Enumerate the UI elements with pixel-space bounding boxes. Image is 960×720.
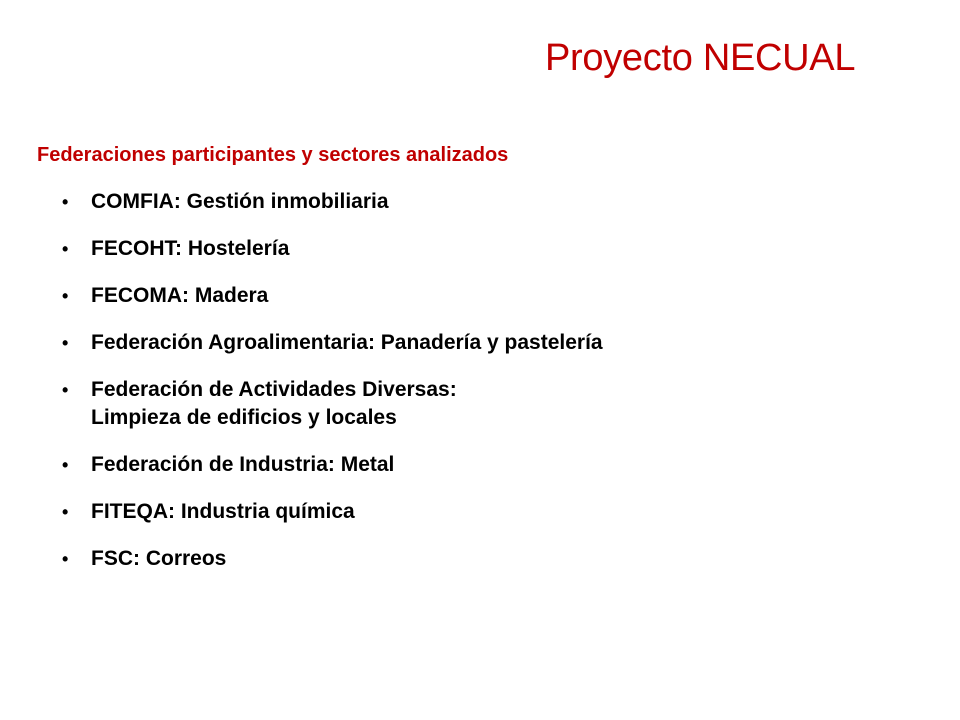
bullet-text	[91, 235, 289, 263]
bullet-item	[62, 498, 922, 526]
slide-title: Proyecto NECUAL	[545, 37, 856, 79]
bullet-dot-icon: •	[62, 286, 69, 306]
bullet-text	[91, 329, 603, 357]
bullet-dot-icon: •	[62, 549, 69, 569]
bullet-item	[62, 188, 922, 216]
bullet-list	[62, 188, 922, 592]
bullet-text	[91, 188, 389, 216]
bullet-line: Federación de Industria: Metal	[91, 453, 395, 476]
bullet-dot-icon: •	[62, 455, 69, 475]
bullet-dot-icon: •	[62, 380, 69, 400]
bullet-item	[62, 235, 922, 263]
bullet-dot-icon: •	[62, 502, 69, 522]
bullet-item	[62, 329, 922, 357]
bullet-text	[91, 498, 355, 526]
bullet-dot-icon: •	[62, 333, 69, 353]
bullet-item	[62, 451, 922, 479]
bullet-text	[91, 282, 268, 310]
slide-subtitle: Federaciones participantes y sectores analizados	[37, 144, 509, 166]
bullet-line: COMFIA: Gestión inmobiliaria	[91, 190, 389, 213]
bullet-line: FECOHT: Hostelería	[91, 237, 290, 260]
bullet-text	[91, 376, 457, 432]
bullet-text	[91, 545, 226, 573]
bullet-line: Federación Agroalimentaria: Panadería y pastelería	[91, 331, 603, 354]
bullet-line: Federación de Actividades Diversas:	[91, 378, 457, 401]
bullet-dot-icon: •	[62, 239, 69, 259]
bullet-text	[91, 451, 394, 479]
bullet-line: FSC: Correos	[91, 547, 227, 570]
bullet-dot-icon: •	[62, 192, 69, 212]
bullet-item	[62, 282, 922, 310]
bullet-line-continuation: Limpieza de edificios y locales	[91, 406, 397, 429]
bullet-item	[62, 376, 922, 432]
bullet-item	[62, 545, 922, 573]
bullet-line: FITEQA: Industria química	[91, 500, 355, 523]
bullet-line: FECOMA: Madera	[91, 284, 269, 307]
